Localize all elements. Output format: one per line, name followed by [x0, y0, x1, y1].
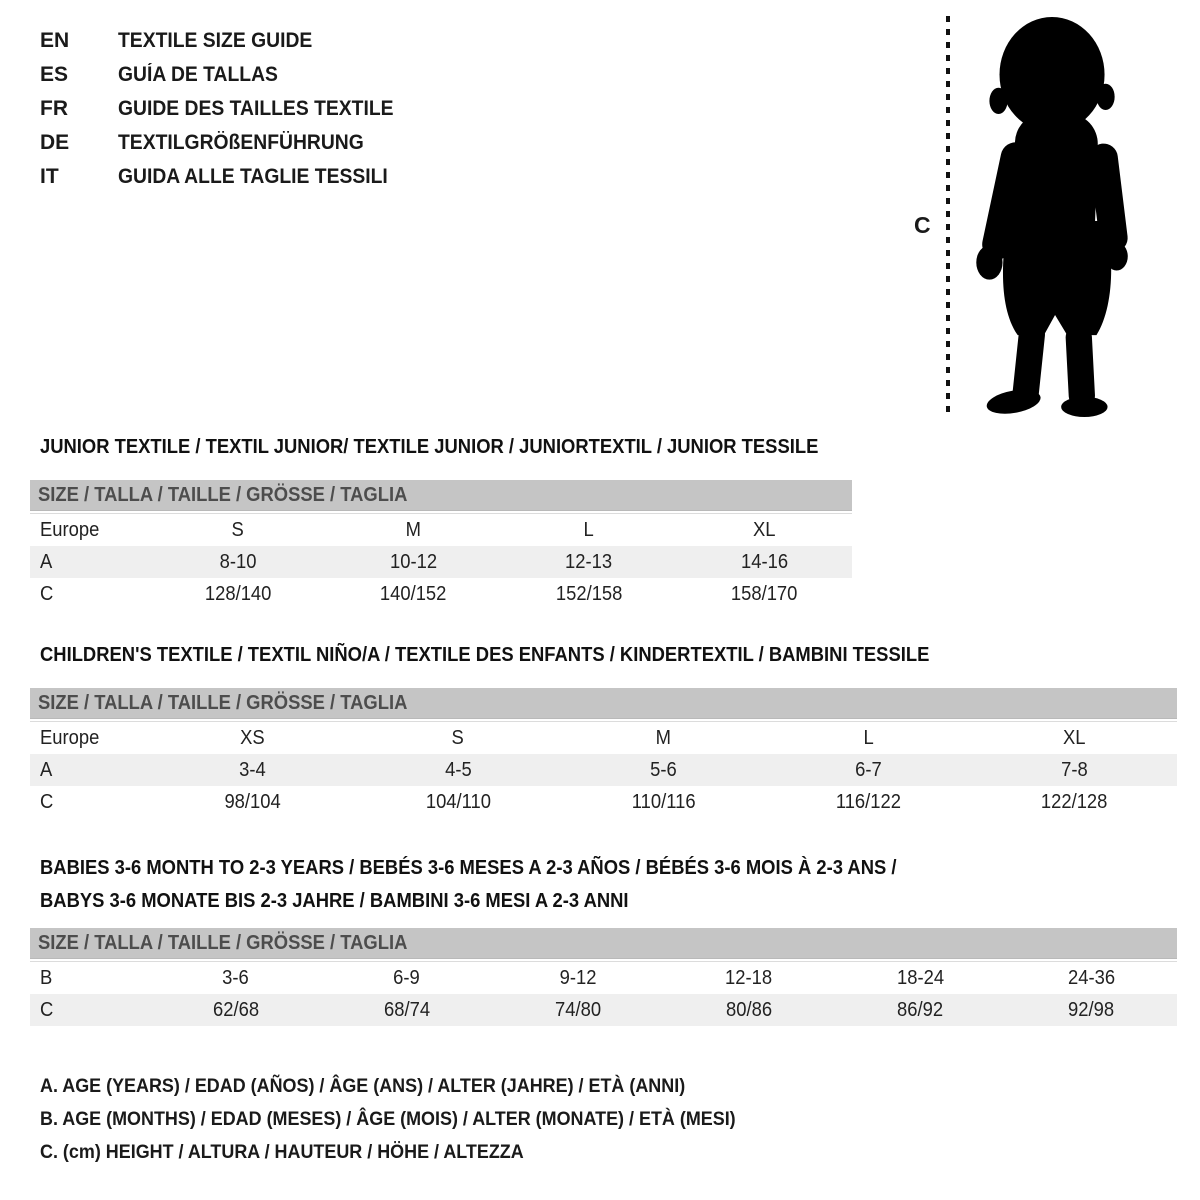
table-row — [30, 514, 852, 547]
size-value-cell: 9-12 — [559, 966, 597, 989]
size-value-cell: 3-6 — [222, 966, 249, 989]
language-title: TEXTILE SIZE GUIDE — [118, 29, 313, 52]
row-label-cell: B — [40, 966, 53, 989]
size-value-cell: L — [863, 726, 874, 749]
section-title-text: CHILDREN'S TEXTILE / TEXTIL NIÑO/A / TEXTILE DES ENFANTS / KINDERTEXTIL / BAMBINI TESSILE — [40, 644, 930, 666]
row-label-cell: A — [40, 550, 53, 573]
size-value-cell: 6-9 — [393, 966, 421, 989]
table-row — [30, 786, 1177, 818]
size-value-cell: XS — [240, 726, 265, 749]
size-value-cell: 86/92 — [897, 998, 944, 1021]
size-value-cell: 80/86 — [726, 998, 773, 1021]
size-value-cell: M — [405, 518, 421, 541]
language-title: GUÍA DE TALLAS — [118, 63, 278, 86]
table-row — [30, 722, 1177, 755]
size-value-cell: 12-18 — [725, 966, 773, 989]
size-value-cell: S — [231, 518, 244, 541]
table-row — [30, 546, 852, 578]
language-code: EN — [40, 29, 70, 52]
size-value-cell: XL — [1063, 726, 1086, 749]
size-value-cell: 68/74 — [383, 998, 430, 1021]
row-label-cell: Europe — [40, 518, 100, 541]
section-title-children — [40, 645, 1177, 665]
language-row-it — [40, 160, 417, 194]
size-value-cell: 158/170 — [730, 582, 798, 605]
size-value-cell: 3-4 — [239, 758, 266, 781]
size-value-cell: 8-10 — [219, 550, 257, 573]
row-label-cell: C — [40, 582, 54, 605]
language-row-de — [40, 126, 417, 160]
size-header-bar — [30, 688, 1177, 719]
measure-label-c: C — [914, 212, 931, 238]
language-code: DE — [40, 131, 70, 154]
section-babies — [30, 852, 1177, 1026]
row-label-cell: C — [40, 998, 54, 1021]
size-value-cell: 98/104 — [224, 790, 281, 813]
size-value-cell: 12-13 — [565, 550, 613, 573]
size-value-cell: 116/122 — [836, 790, 902, 813]
measure-legend — [40, 1070, 796, 1169]
size-value-cell: 14-16 — [740, 550, 788, 573]
size-value-cell: 104/110 — [425, 790, 491, 813]
row-label-cell: C — [40, 790, 54, 813]
legend-line-c: C. (cm) HEIGHT / ALTURA / HAUTEUR / HÖHE / ALTEZZA — [40, 1141, 524, 1163]
height-dashed-line — [946, 16, 950, 416]
section-title-babies — [40, 852, 1177, 918]
language-code: ES — [40, 63, 69, 86]
size-value-cell: 74/80 — [554, 998, 601, 1021]
children-size-table — [30, 721, 1177, 818]
size-value-cell: 152/158 — [555, 582, 622, 605]
language-row-en — [40, 24, 417, 58]
language-title: TEXTILGRÖßENFÜHRUNG — [118, 131, 364, 154]
language-title: GUIDE DES TAILLES TEXTILE — [118, 97, 394, 120]
language-code: IT — [40, 165, 59, 188]
toddler-silhouette-icon — [963, 14, 1135, 418]
size-value-cell: 24-36 — [1067, 966, 1115, 989]
size-value-cell: L — [583, 518, 594, 541]
size-header-text: SIZE / TALLA / TAILLE / GRÖSSE / TAGLIA — [38, 484, 408, 506]
size-value-cell: 110/116 — [631, 790, 696, 813]
size-value-cell: 10-12 — [389, 550, 437, 573]
language-code: FR — [40, 97, 68, 120]
language-list — [40, 24, 417, 194]
size-value-cell: S — [451, 726, 465, 749]
table-row — [30, 962, 1177, 995]
size-value-cell: 5-6 — [650, 758, 677, 781]
size-value-cell: 4-5 — [444, 758, 472, 781]
size-header-text: SIZE / TALLA / TAILLE / GRÖSSE / TAGLIA — [38, 692, 408, 714]
row-label-cell: A — [40, 758, 53, 781]
size-value-cell: XL — [752, 518, 776, 541]
size-value-cell: 140/152 — [379, 582, 447, 605]
junior-size-table — [30, 513, 852, 610]
size-header-text: SIZE / TALLA / TAILLE / GRÖSSE / TAGLIA — [38, 932, 408, 954]
size-header-bar — [30, 928, 1177, 959]
section-title-junior — [40, 437, 852, 457]
size-value-cell: M — [655, 726, 672, 749]
section-junior — [30, 437, 852, 610]
section-title-text: BABYS 3-6 MONATE BIS 2-3 JAHRE / BAMBINI 3-6 MESI A 2-3 ANNI — [40, 890, 629, 912]
size-value-cell: 18-24 — [896, 966, 944, 989]
size-value-cell: 62/68 — [212, 998, 259, 1021]
language-row-es — [40, 58, 417, 92]
section-title-text: JUNIOR TEXTILE / TEXTIL JUNIOR/ TEXTILE JUNIOR / JUNIORTEXTIL / JUNIOR TESSILE — [40, 436, 819, 458]
section-children — [30, 645, 1177, 818]
size-value-cell: 6-7 — [855, 758, 883, 781]
row-label-cell: Europe — [40, 726, 100, 749]
language-title: GUIDA ALLE TAGLIE TESSILI — [118, 165, 388, 188]
table-row — [30, 754, 1177, 786]
size-value-cell: 7-8 — [1060, 758, 1088, 781]
section-title-text: BABIES 3-6 MONTH TO 2-3 YEARS / BEBÉS 3-6 MESES A 2-3 AÑOS / BÉBÉS 3-6 MOIS À 2-3 ANS / — [40, 857, 897, 879]
legend-line-a: A. AGE (YEARS) / EDAD (AÑOS) / ÂGE (ANS) / ALTER (JAHRE) / ETÀ (ANNI) — [40, 1075, 686, 1097]
babies-size-table — [30, 961, 1177, 1026]
size-value-cell: 92/98 — [1068, 998, 1115, 1021]
size-header-bar — [30, 480, 852, 511]
table-row — [30, 994, 1177, 1026]
table-row — [30, 578, 852, 610]
size-value-cell: 122/128 — [1041, 790, 1108, 813]
language-row-fr — [40, 92, 417, 126]
size-value-cell: 128/140 — [204, 582, 271, 605]
legend-line-b: B. AGE (MONTHS) / EDAD (MESES) / ÂGE (MOIS) / ALTER (MONATE) / ETÀ (MESI) — [40, 1108, 736, 1130]
